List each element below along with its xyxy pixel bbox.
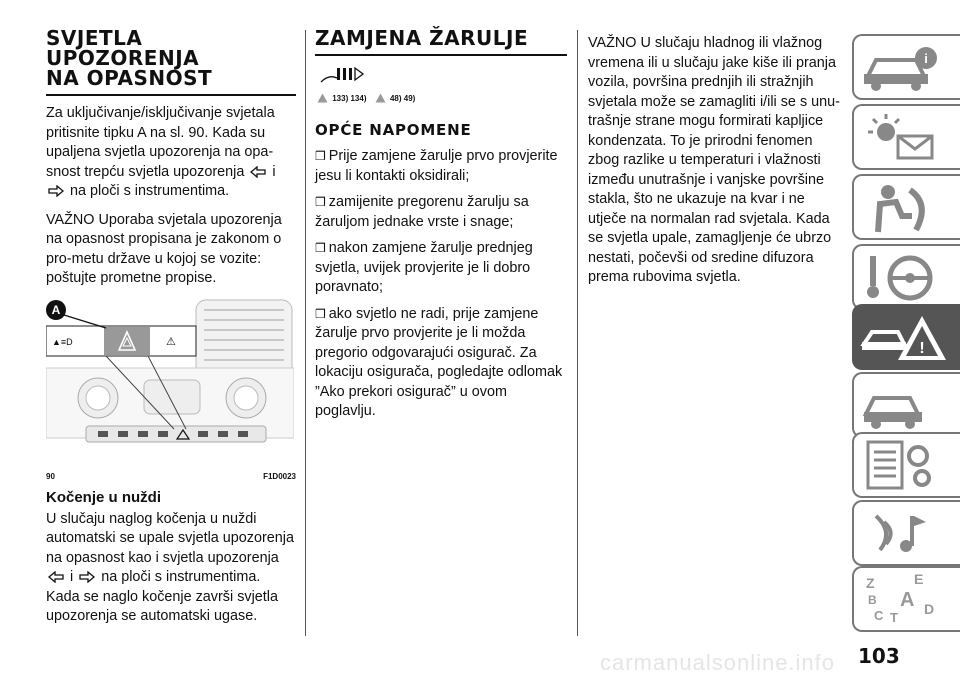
turn-right-arrow-icon [79, 571, 95, 583]
column-3 [588, 34, 840, 297]
list-item: ❒ Prije zamjene žarulje prvo provjerite jesu li kontakti oksidirali; [315, 148, 558, 184]
list-item: ❒ nakon zamjene žarulje prednjeg svjetla, uvijek provjerite je li dobro poravnato; [315, 240, 533, 295]
paragraph-hazard-usage: Za uključivanje/isključivanje svjetala pritisnite tipku A na sl. 90. Kada su upaljena svjetla upozorenja na opa-snost trepću svjetla upozorenja i na ploči s instrumentima. [46, 105, 276, 199]
figure-number: 90 [46, 471, 55, 481]
turn-left-arrow-icon [48, 571, 64, 583]
column-2 [315, 28, 567, 429]
svg-text:!: ! [919, 340, 925, 357]
subsection-title-general-notes: OPĆE NAPOMENE [315, 121, 472, 139]
figure-callout-label: A [51, 302, 61, 317]
turn-left-arrow-icon [250, 166, 266, 178]
warning-lights-icon [854, 106, 954, 168]
technical-data-icon [854, 434, 954, 496]
sidebar-tab-multimedia[interactable] [852, 500, 960, 566]
warning-triangle-icon [317, 93, 328, 103]
list-item: ❒ zamijenite pregorenu žarulju sa žaruljom jednake vrste i snage; [315, 194, 529, 230]
multimedia-icon [854, 502, 954, 564]
index-icon [854, 568, 954, 630]
figure-code: F1D0023 [263, 471, 296, 481]
svg-text:Z: Z [866, 575, 875, 591]
svg-text:B: B [868, 593, 877, 607]
section-title-hazard-lights: SVJETLA UPOZORENJA NA OPASNOST [46, 26, 213, 90]
section-title-bulb-replacement: ZAMJENA ŽARULJE [315, 26, 529, 50]
svg-text:⚠: ⚠ [166, 335, 176, 348]
svg-text:E: E [914, 571, 924, 587]
svg-text:▲≡D: ▲≡D [52, 336, 73, 347]
svg-text:D: D [924, 601, 935, 617]
driving-icon [854, 246, 954, 308]
title-rule [46, 94, 296, 96]
paragraph-important-law: VAŽNO Uporaba svjetala upozorenja na opasnost propisana je zakonom o pro-metu države u kojoj se vozite: poštujte prometne propise. [46, 211, 282, 286]
sidebar-tab-car-info[interactable] [852, 34, 960, 100]
car-info-icon [854, 36, 954, 98]
sidebar-tab-safety[interactable] [852, 174, 960, 240]
svg-text:A: A [900, 589, 915, 611]
figure-dashboard-hazard-button [46, 298, 294, 470]
subsection-title-emergency-braking: Kočenje u nuždi [46, 488, 162, 506]
column-1 [46, 28, 296, 636]
column-divider [305, 30, 306, 636]
svg-text:T: T [890, 610, 898, 625]
safety-icon [854, 176, 954, 238]
title-rule [315, 54, 567, 56]
list-item: ❒ ako svjetlo ne radi, prije zamjene žarulje prvo provjerite je li možda pregorio odgovarajući osigurač. Za lokaciju osigurača, pogledajte odlomak ”Ako prekori osigurač” u ovom poglavlju. [315, 305, 563, 419]
bulb-replacement-icon [319, 64, 369, 86]
emergency-icon [854, 306, 954, 368]
sidebar-tab-maintenance[interactable] [852, 372, 960, 438]
svg-text:C: C [874, 608, 884, 623]
maintenance-icon [854, 374, 954, 436]
warning-references: 133) 134) 48) 49) [315, 93, 567, 113]
page-number: 103 [858, 644, 900, 668]
paragraph-emergency-braking: U slučaju naglog kočenja u nuždi automatski se upale svjetla upozorenja na opasnost kao i svjetla upozorenja i na ploči s instrumentima. Kada se naglo kočenje završi svjetla upozorenja se automatski ugase. [46, 510, 294, 624]
sidebar-tab-index[interactable] [852, 566, 960, 632]
paragraph-condensation-note: VAŽNO U slučaju hladnog ili vlažnog vremena ili u slučaju jake kiše ili pranja vozila, površina prednjih ili stražnjih svjetala može se zamagliti i/ili se s unu-trašnje strane mogu formirati kapljice kondenzata. To je prirodni fenomen zbog razlike u temperaturi i vlažnosti između unutrašnje i vanjske površine stakla, što ne ukazuje na kvar i ne utječe na normalan rad svjetala. Kada se svjetla upale, zamagljenje će ubrzo nestati, počevši od sredine difuzora prema rubovima svjetla. [588, 35, 840, 285]
turn-right-arrow-icon [48, 185, 64, 197]
warning-triangle-icon [375, 93, 386, 103]
column-divider [577, 30, 578, 636]
dashboard-illustration [46, 298, 294, 470]
sidebar-tab-driving[interactable] [852, 244, 960, 310]
watermark: carmanualsonline.info [600, 650, 836, 675]
sidebar-tab-warning-lights[interactable] [852, 104, 960, 170]
sidebar-tab-technical-data[interactable] [852, 432, 960, 498]
sidebar-tab-emergency[interactable] [852, 304, 960, 370]
figure-caption [46, 472, 296, 481]
svg-text:i: i [924, 51, 928, 66]
